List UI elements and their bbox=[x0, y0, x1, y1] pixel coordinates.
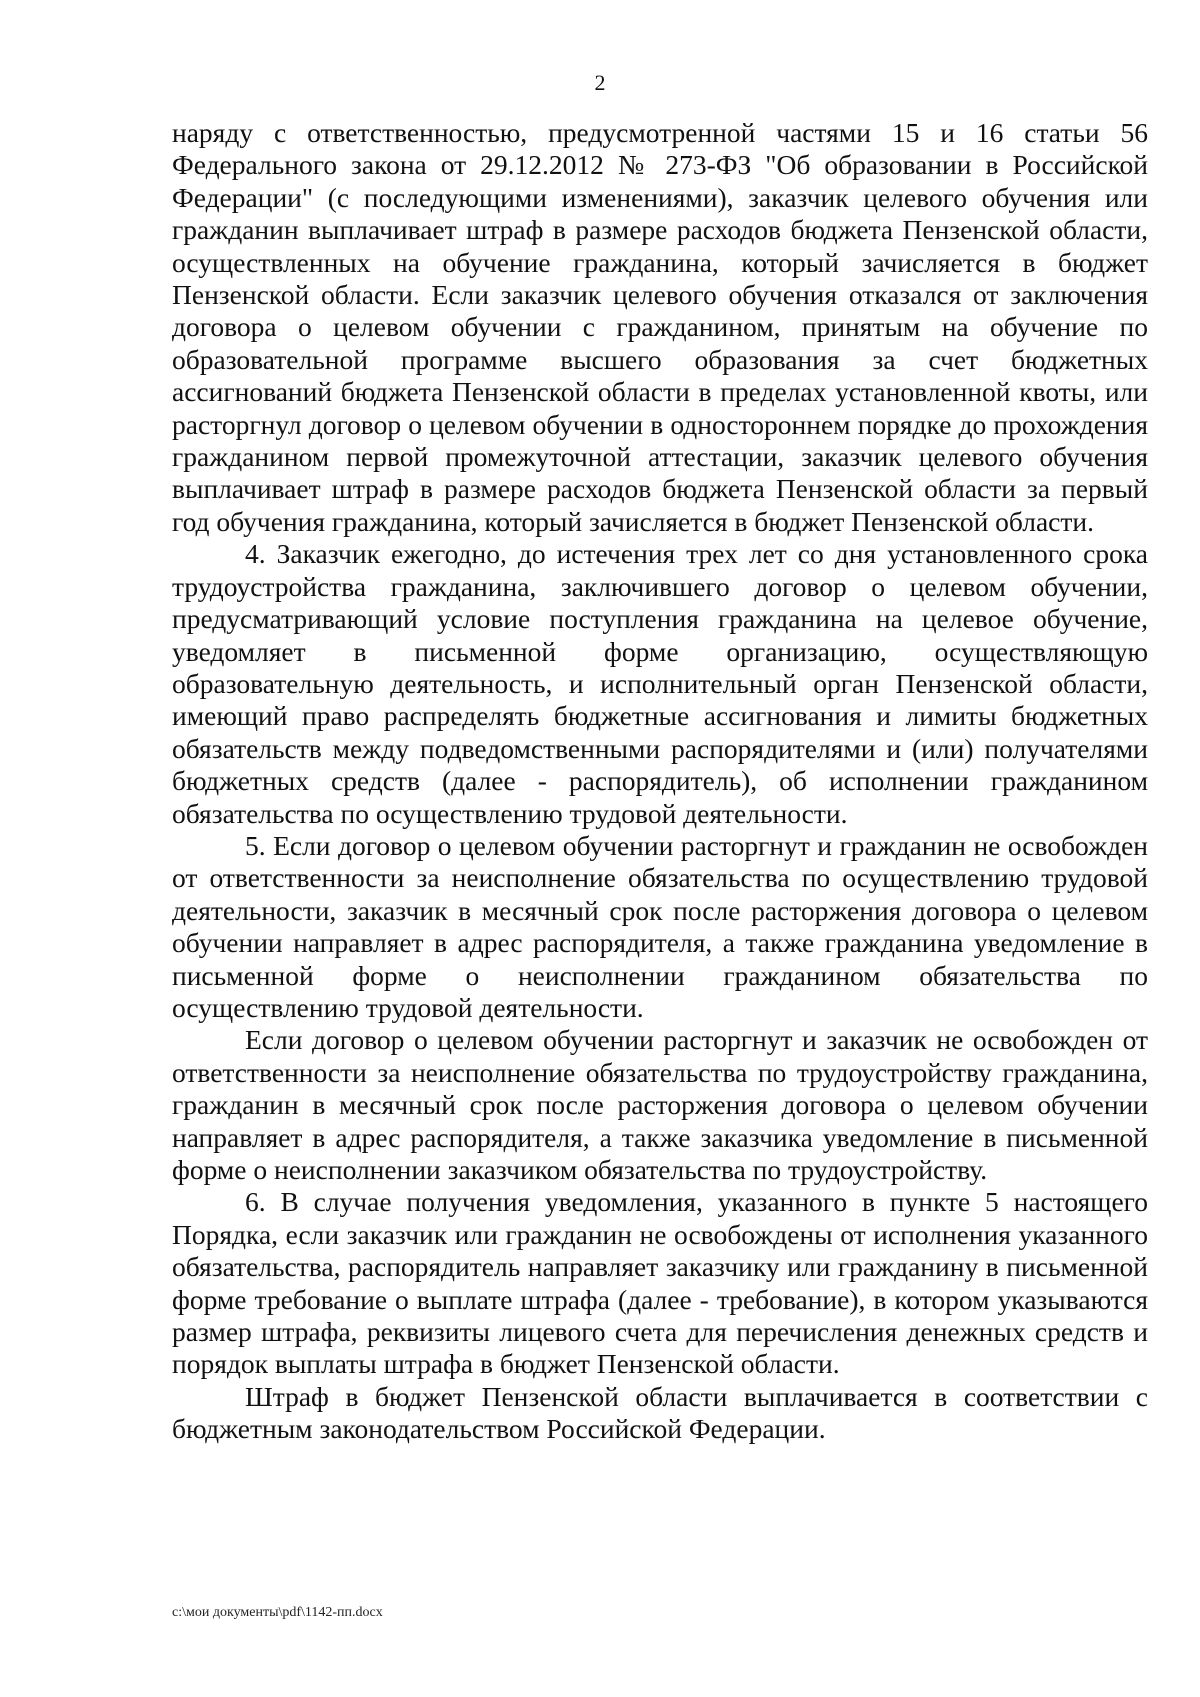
page-number: 2 bbox=[594, 70, 606, 95]
paragraph-item-6-part-2: Штраф в бюджет Пензенской области выплачивается в соответствии с бюджетным законодательством Российской Федерации. bbox=[172, 1380, 1148, 1445]
paragraph-item-6: 6. В случае получения уведомления, указанного в пункте 5 настоящего Порядка, если заказчик или гражданин не освобождены от исполнения указанного обязательства, распорядитель направляет заказчику или гражданину в письменной форме требование о выплате штрафа (далее - требование), в котором указываются размер штрафа, реквизиты лицевого счета для перечисления денежных средств и порядок выплаты штрафа в бюджет Пензенской области. bbox=[172, 1186, 1148, 1380]
paragraph-item-5-part-2: Если договор о целевом обучении расторгнут и заказчик не освобожден от ответственности за неисполнение обязательства по трудоустройству гражданина, гражданин в месячный срок после расторжения договора о целевом обучении направляет в адрес распорядителя, а также заказчика уведомление в письменной форме о неисполнении заказчиком обязательства по трудоустройству. bbox=[172, 1024, 1148, 1185]
paragraph-continuation: наряду с ответственностью, предусмотренной частями 15 и 16 статьи 56 Федерального закона от 29.12.2012 № 273-ФЗ "Об образовании в Российской Федерации" (с последующими изменениями), заказчик целевого обучения или гражданин выплачивает штраф в размере расходов бюджета Пензенской области, осуществленных на обучение гражданина, который зачисляется в бюджет Пензенской области. Если заказчик целевого обучения отказался от заключения договора о целевом обучении с гражданином, принятым на обучение по образовательной программе высшего образования за счет бюджетных ассигнований бюджета Пензенской области в пределах установленной квоты, или расторгнул договор о целевом обучении в одностороннем порядке до прохождения гражданином первой промежуточной аттестации, заказчик целевого обучения выплачивает штраф в размере расходов бюджета Пензенской области за первый год обучения гражданина, который зачисляется в бюджет Пензенской области. bbox=[172, 117, 1148, 537]
paragraph-item-5: 5. Если договор о целевом обучении расторгнут и гражданин не освобожден от ответственности за неисполнение обязательства по осуществлению трудовой деятельности, заказчик в месячный срок после расторжения договора о целевом обучении направляет в адрес распорядителя, а также гражданина уведомление в письменной форме о неисполнении гражданином обязательства по осуществлению трудовой деятельности. bbox=[172, 829, 1148, 1023]
paragraph-item-4: 4. Заказчик ежегодно, до истечения трех лет со дня установленного срока трудоустройства гражданина, заключившего договор о целевом обучении, предусматривающий условие поступления гражданина на целевое обучение, уведомляет в письменной форме организацию, осуществляющую образовательную деятельность, и исполнительный орган Пензенской области, имеющий право распределять бюджетные ассигнования и лимиты бюджетных обязательств между подведомственными распорядителями и (или) получателями бюджетных средств (далее - распорядитель), об исполнении гражданином обязательства по осуществлению трудовой деятельности. bbox=[172, 538, 1148, 829]
document-body bbox=[172, 117, 1148, 1446]
footer-file-path: c:\мои документы\pdf\1142-пп.docx bbox=[172, 1605, 383, 1620]
